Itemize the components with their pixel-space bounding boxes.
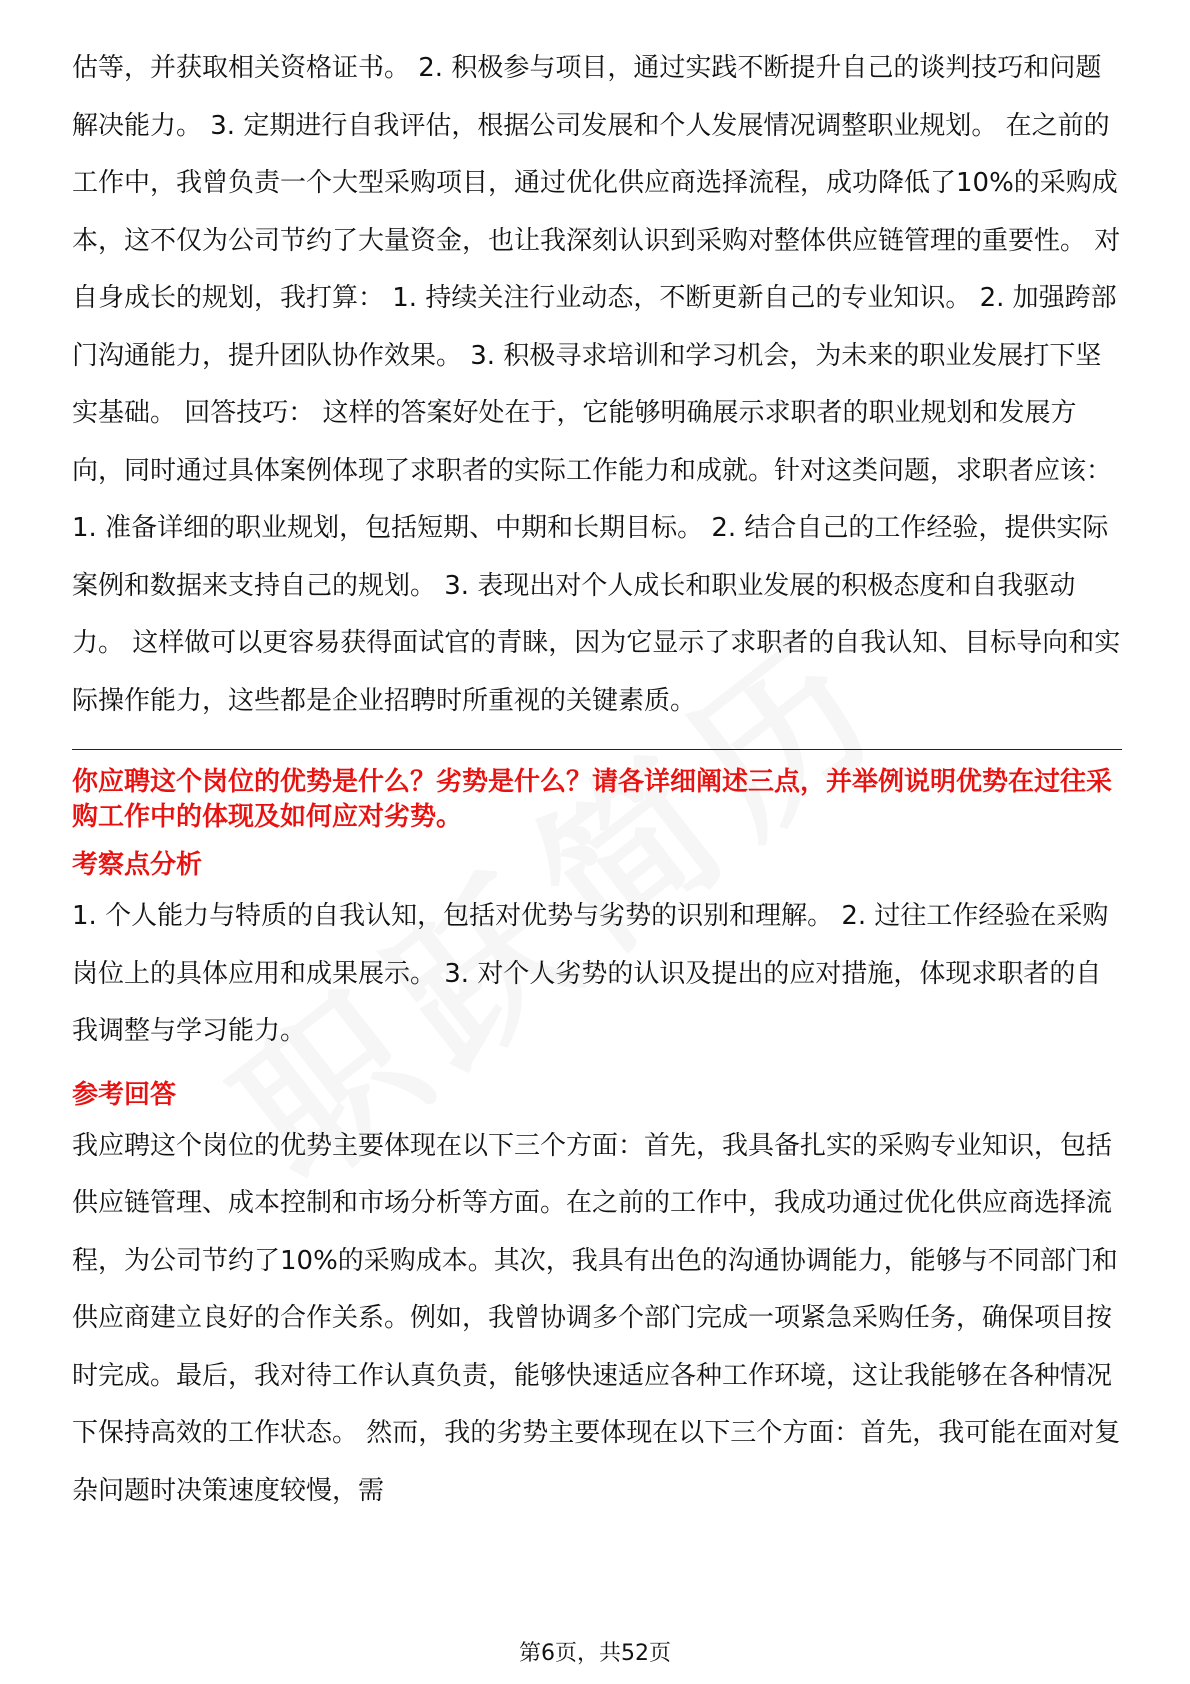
intro-paragraph: 估等，并获取相关资格证书。 2. 积极参与项目，通过实践不断提升自己的谈判技巧和问题解决能力。 3. 定期进行自我评估，根据公司发展和个人发展情况调整职业规划。 在之前的工作中，我曾负责一个大型采购项目，通过优化供应商选择流程，成功降低了10%的采购成本，这不仅为公司节约了大量资金，也让我深刻认识到采购对整体供应链管理的重要性。 对自身成长的规划，我打算： 1. 持续关注行业动态，不断更新自己的专业知识。 2. 加强跨部门沟通能力，提升团队协作效果。 3. 积极寻求培训和学习机会，为未来的职业发展打下坚实基础。 回答技巧： 这样的答案好处在于，它能够明确展示求职者的职业规划和发展方向，同时通过具体案例体现了求职者的实际工作能力和成就。针对这类问题，求职者应该： 1. 准备详细的职业规划，包括短期、中期和长期目标。 2. 结合自己的工作经验，提供实际案例和数据来支持自己的规划。 3. 表现出对个人成长和职业发展的积极态度和自我驱动力。 这样做可以更容易获得面试官的青睐，因为它显示了求职者的自我认知、目标导向和实际操作能力，这些都是企业招聘时所重视的关键素质。 — [72, 53, 1121, 716]
interview-question: 你应聘这个岗位的优势是什么？劣势是什么？请各详细阐述三点，并举例说明优势在过往采购工作中的体现及如何应对劣势。 — [72, 767, 1113, 832]
answer-text: 我应聘这个岗位的优势主要体现在以下三个方面：首先，我具备扎实的采购专业知识，包括供应链管理、成本控制和市场分析等方面。在之前的工作中，我成功通过优化供应商选择流程，为公司节约了10%的采购成本。其次，我具有出色的沟通协调能力，能够与不同部门和供应商建立良好的合作关系。例如，我曾协调多个部门完成一项紧急采购任务，确保项目按时完成。最后，我对待工作认真负责，能够快速适应各种工作环境，这让我能够在各种情况下保持高效的工作状态。 然而，我的劣势主要体现在以下三个方面：首先，我可能在面对复杂问题时决策速度较慢，需 — [72, 1130, 1121, 1506]
page-number: 第6页，共52页 — [519, 1641, 671, 1666]
answer-heading: 参考回答 — [72, 1079, 177, 1110]
analysis-text: 1. 个人能力与特质的自我认知，包括对优势与劣势的识别和理解。 2. 过往工作经验在采购岗位上的具体应用和成果展示。 3. 对个人劣势的认识及提出的应对措施，体现求职者的自我调整与学习能力。 — [72, 901, 1109, 1046]
document-page — [72, 40, 1122, 1520]
analysis-heading: 考察点分析 — [72, 850, 203, 880]
section-divider — [72, 749, 1122, 750]
